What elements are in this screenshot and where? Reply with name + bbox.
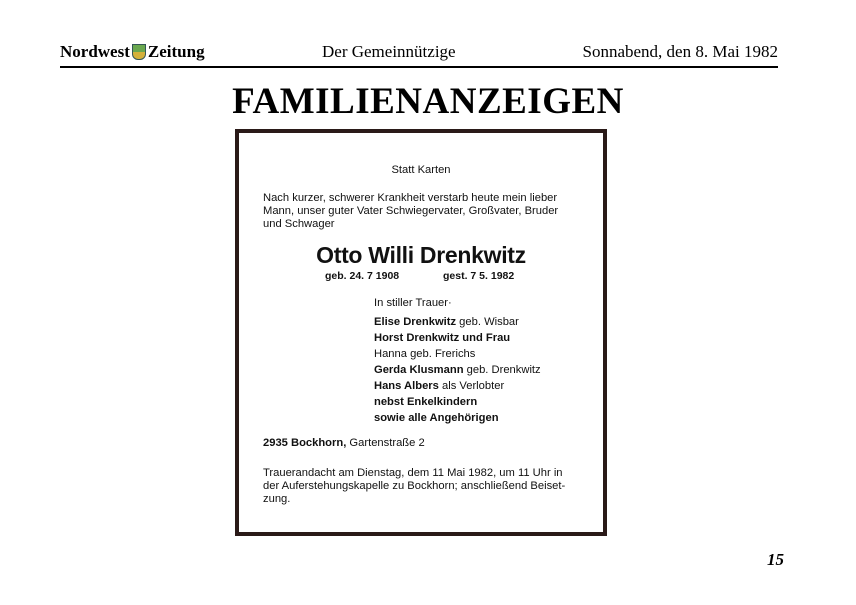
page-title: FAMILIENANZEIGEN	[232, 81, 624, 122]
birth-date: geb. 24. 7 1908	[325, 270, 400, 282]
mourner-line: Horst Drenkwitz und Frau	[374, 332, 511, 344]
deceased-name: Otto Willi Drenkwitz	[316, 242, 526, 268]
newspaper-name	[60, 42, 205, 62]
newspaper-name-part-1: Nordwest	[60, 42, 130, 61]
page-number: 15	[767, 550, 784, 569]
address-line: 2935 Bockhorn, Gartenstraße 2	[263, 437, 425, 449]
page-header	[60, 42, 778, 68]
intro-line-1: Nach kurzer, schwerer Krankheit verstarb heute mein lieber	[263, 192, 558, 204]
mourner-line: Elise Drenkwitz geb. Wisbar	[374, 316, 519, 328]
service-line-3: zung.	[263, 493, 291, 505]
newspaper-name-part-2: Zeitung	[147, 42, 205, 61]
header-center-text: Der Gemeinnützige	[322, 42, 456, 61]
header-date: Sonnabend, den 8. Mai 1982	[582, 42, 778, 61]
coat-of-arms-icon	[132, 44, 146, 60]
notice-heading: Statt Karten	[391, 164, 451, 176]
mourning-intro: In stiller Trauer·	[374, 297, 452, 309]
mourner-line: Hanna geb. Frerichs	[374, 348, 476, 360]
service-line-1: Trauerandacht am Dienstag, dem 11 Mai 1982, um 11 Uhr in	[263, 467, 563, 479]
intro-line-3: und Schwager	[263, 218, 335, 230]
intro-line-2: Mann, unser guter Vater Schwiegervater, Großvater, Bruder	[263, 205, 559, 217]
service-line-2: der Auferstehungskapelle zu Bockhorn; anschließend Beiset-	[263, 480, 566, 492]
mourner-line: nebst Enkelkindern	[374, 396, 478, 408]
obituary-notice	[235, 129, 607, 536]
mourner-line: sowie alle Angehörigen	[374, 412, 499, 424]
death-date: gest. 7 5. 1982	[443, 270, 515, 282]
mourner-line: Gerda Klusmann geb. Drenkwitz	[374, 364, 541, 376]
mourner-line: Hans Albers als Verlobter	[374, 380, 505, 392]
